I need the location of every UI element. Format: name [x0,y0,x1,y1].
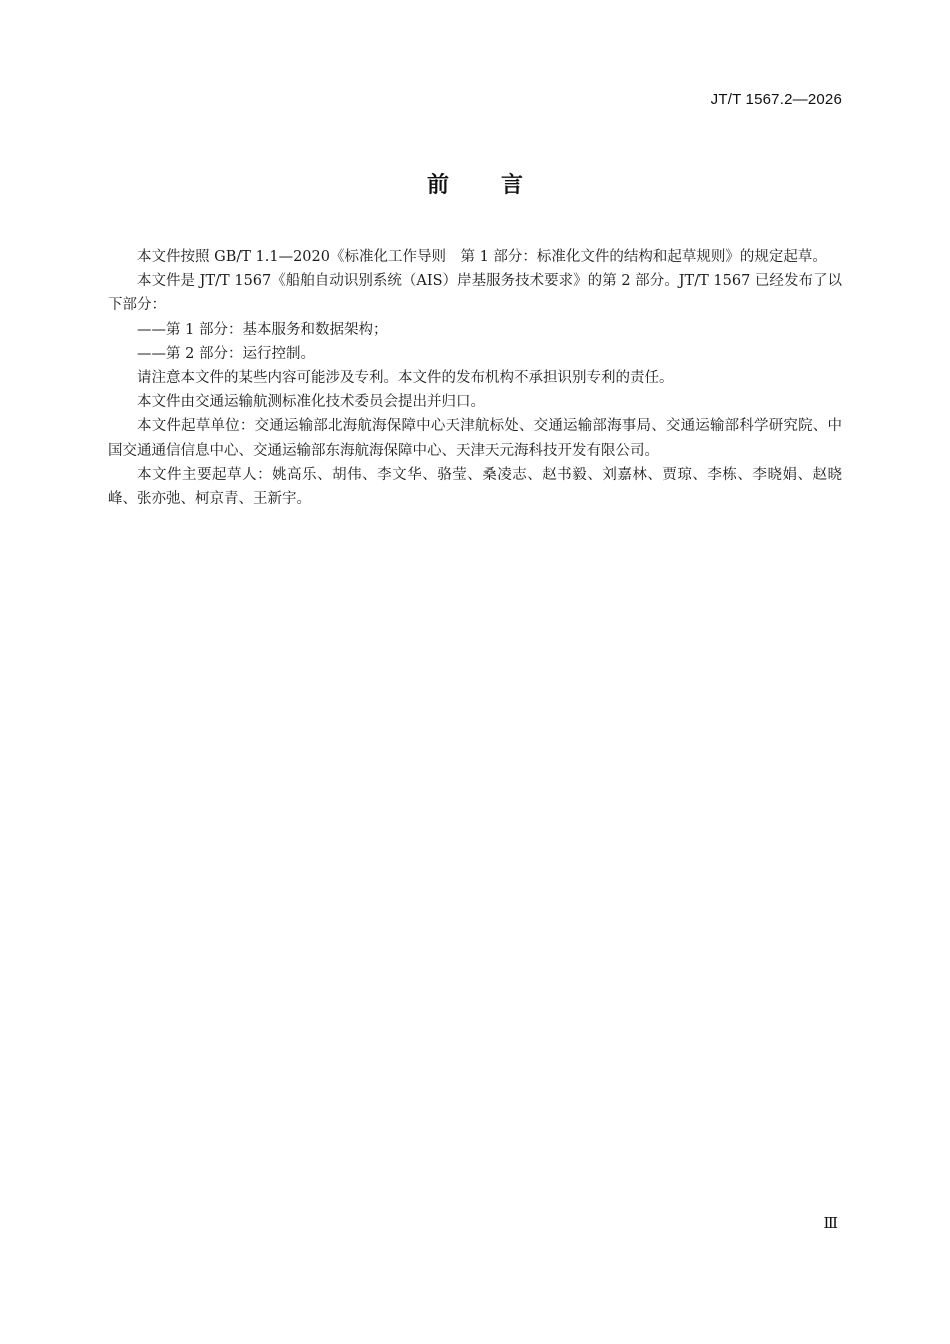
page-number: Ⅲ [823,1214,838,1232]
paragraph-drafting-rules: 本文件按照 GB/T 1.1—2020《标准化工作导则 第 1 部分：标准化文件的结构和起草规则》的规定起草。 [137,249,827,265]
paragraph-drafters: 本文件主要起草人：姚高乐、胡伟、李文华、骆莹、桑凌志、赵书毅、刘嘉林、贾琼、李栋、李晓娟、赵晓峰、张亦弛、柯京青、王新宇。 [108,466,842,508]
paragraph-part-info: 本文件是 JT/T 1567《船舶自动识别系统（AIS）岸基服务技术要求》的第 2 部分。JT/T 1567 已经发布了以下部分： [108,273,842,314]
foreword-body [108,245,842,511]
list-item-part-1: ——第 1 部分：基本服务和数据架构； [137,321,388,338]
page-title [0,168,950,199]
title-char-2: 言 [501,173,524,198]
standard-code: JT/T 1567.2—2026 [710,91,842,108]
paragraph-patent-notice: 请注意本文件的某些内容可能涉及专利。本文件的发布机构不承担识别专利的责任。 [137,370,674,387]
paragraph-drafting-units: 本文件起草单位：交通运输部北海航海保障中心天津航标处、交通运输部海事局、交通运输部科学研究院、中国交通通信信息中心、交通运输部东海航海保障中心、天津天元海科技开发有限公司。 [108,418,842,459]
list-item-part-2: ——第 2 部分：运行控制。 [137,345,315,362]
title-char-1: 前 [426,173,449,198]
paragraph-proposer: 本文件由交通运输航测标准化技术委员会提出并归口。 [137,394,485,411]
